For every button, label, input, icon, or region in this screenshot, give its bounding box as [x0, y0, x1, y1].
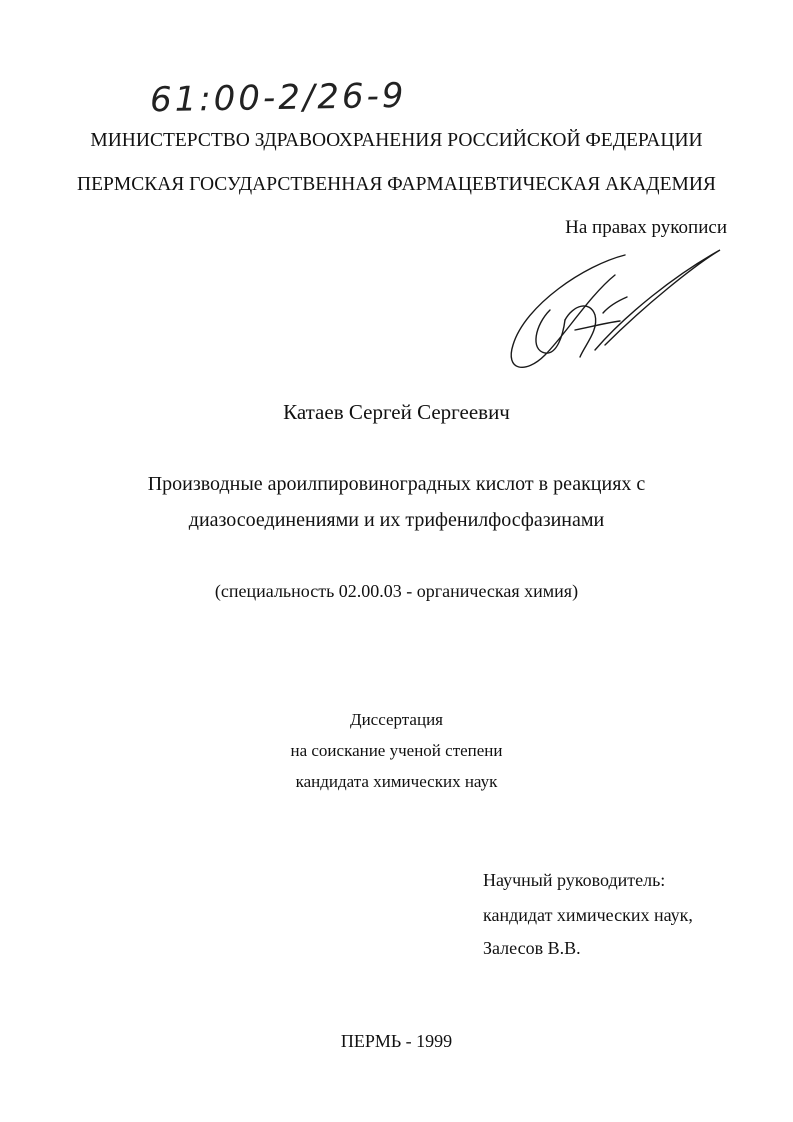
- supervisor-name: Залесов В.В.: [483, 938, 581, 958]
- signature-image: [495, 235, 735, 385]
- city-year: ПЕРМЬ - 1999: [340, 1031, 453, 1051]
- dissertation-degree-line: на соискание ученой степени: [290, 741, 503, 760]
- author-name: Катаев Сергей Сергеевич: [283, 400, 510, 424]
- supervisor-label: Научный руководитель:: [483, 870, 666, 890]
- dissertation-field-line: кандидата химических наук: [295, 772, 498, 791]
- dissertation-label: Диссертация: [349, 710, 443, 729]
- academy-heading: ПЕРМСКАЯ ГОСУДАРСТВЕННАЯ ФАРМАЦЕВТИЧЕСКАЯ АКАДЕМИЯ: [77, 174, 716, 195]
- archive-code: 61:00-2/26-9: [149, 75, 407, 121]
- ministry-heading: МИНИСТЕРСТВО ЗДРАВООХРАНЕНИЯ РОССИЙСКОЙ ФЕДЕРАЦИИ: [90, 130, 703, 151]
- supervisor-degree: кандидат химических наук,: [483, 905, 693, 925]
- rights-note: На правах рукописи: [565, 217, 727, 238]
- thesis-title-line-1: Производные ароилпировиноградных кислот в реакциях с: [147, 473, 646, 495]
- specialty: (специальность 02.00.03 - органическая химия): [214, 581, 579, 601]
- thesis-title-line-2: диазосоединениями и их трифенилфосфазинами: [188, 509, 605, 531]
